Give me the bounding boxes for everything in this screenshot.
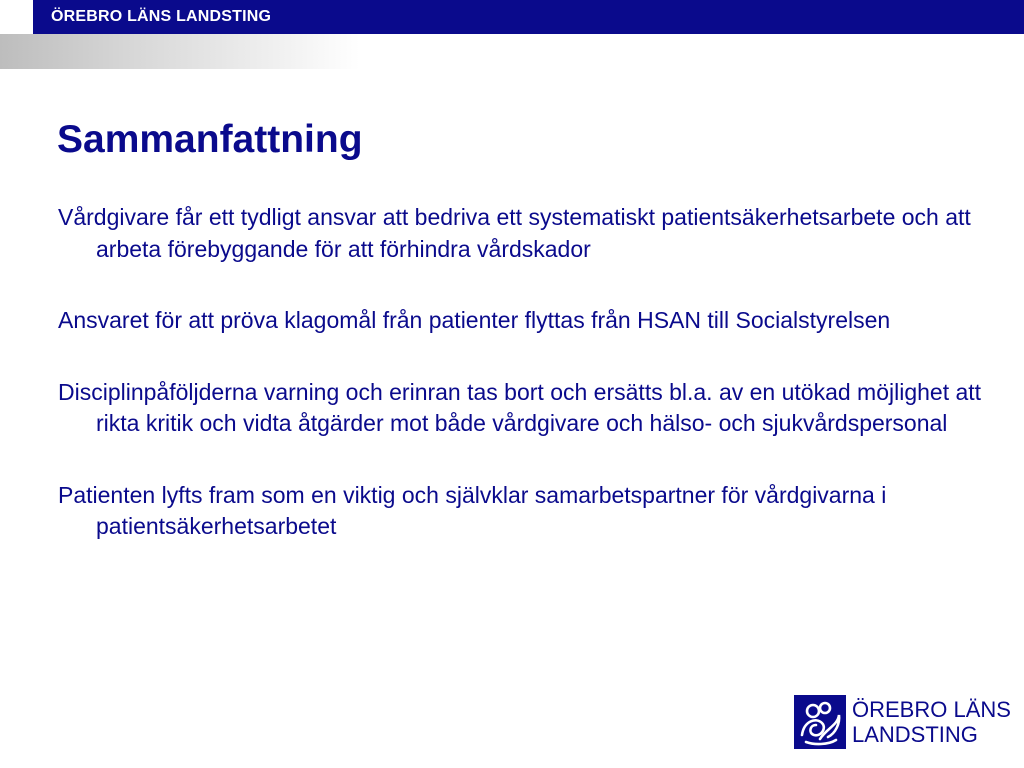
organization-logo — [794, 695, 1011, 751]
slide-title: Sammanfattning — [57, 118, 363, 161]
bullet-item: Vårdgivare får ett tydligt ansvar att bedriva ett systematiskt patientsäkerhetsarbete och att arbeta förebyggande för att förhindra vårdskador — [58, 204, 971, 262]
header-organization-name: ÖREBRO LÄNS LANDSTING — [51, 8, 272, 25]
bullet-item: Disciplinpåföljderna varning och erinran tas bort och ersätts bl.a. av en utökad möjlighet att rikta kritik och vidta åtgärder mot både vårdgivare och hälso- och sjukvårdspersonal — [58, 378, 982, 436]
bullet-list — [58, 202, 988, 583]
header-bar — [33, 0, 1024, 34]
bullet-item: Patienten lyfts fram som en viktig och självklar samarbetspartner för vårdgivarna i patientsäkerhetsarbetet — [58, 481, 887, 539]
bullet-item: Ansvaret för att pröva klagomål från patienter flyttas från HSAN till Socialstyrelsen — [58, 307, 891, 333]
logo-text — [852, 697, 1011, 747]
header-gradient-strip — [0, 34, 360, 69]
logo-text-line2: LANDSTING — [852, 722, 978, 747]
logo-text-line1: ÖREBRO LÄNS — [852, 697, 1011, 722]
landsting-emblem-icon — [794, 695, 846, 749]
